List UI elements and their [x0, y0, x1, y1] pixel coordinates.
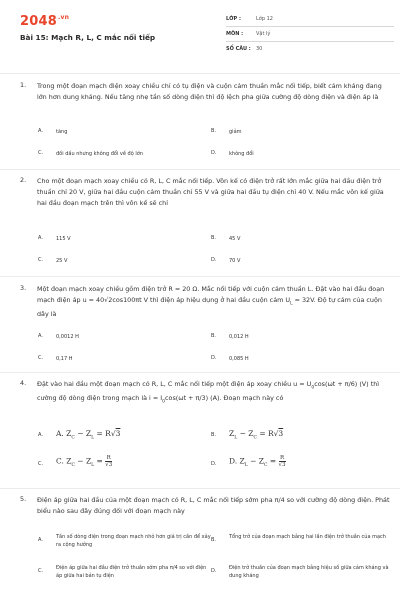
meta-class-key: LỚP :	[226, 16, 241, 22]
header-divider	[0, 73, 400, 74]
option-letter: C.	[38, 461, 44, 467]
question-number: 1.	[20, 81, 27, 89]
option-text: tăng	[56, 129, 68, 135]
option-letter: D.	[211, 568, 217, 574]
question-5	[20, 495, 388, 595]
option-formula: A. $Z_C - Z_L = R√3$	[56, 429, 121, 441]
option-letter: C.	[38, 355, 44, 361]
option-letter: B.	[211, 537, 217, 543]
option-letter: A.	[38, 235, 43, 241]
question-divider	[0, 169, 400, 170]
option-text: Điện áp giữa hai đầu điện trở thuần sớm pha π/4 so với điện áp giữa hai bản tụ điện	[56, 565, 207, 579]
option-text: đối dấu nhưng không đổi về độ lớn	[56, 151, 143, 157]
question-text: Cho một đoạn mạch xoay chiều có R, L, C mắc nối tiếp. Vôn kế có điện trở rất lớn mắc giữa hai đầu điện trở thuần chỉ 20 V, giữa hai đầu cuộn cảm thuần chỉ 55 V và giữa hai đầu tụ điện chỉ 40 V. Nếu mắc vôn kế giữa hai đầu đoạn mạch trên thì vôn kế sẽ chỉ	[37, 177, 384, 207]
question-4	[20, 379, 388, 487]
option-text: 0,012 H	[229, 334, 249, 340]
option-letter: D.	[211, 257, 217, 263]
question-divider	[0, 276, 400, 277]
option-text: giảm	[229, 129, 242, 135]
option-letter: A.	[38, 537, 43, 543]
option-letter: A.	[38, 333, 43, 339]
logo-text: 2048	[20, 14, 57, 29]
question-text: Trong một đoạn mạch điện xoay chiều chỉ có tụ điện và cuộn cảm thuần mắc nối tiếp, biết cảm kháng đang lớn hơn dung kháng. Nếu tăng nhẹ tần số dòng điện thì độ lệch pha giữa cường độ dòng điện và điện áp là	[37, 82, 382, 101]
option-letter: A.	[38, 128, 43, 134]
option-formula: $Z_L - Z_C = R√3$	[229, 429, 284, 441]
option-letter: B.	[211, 432, 217, 438]
site-logo[interactable]	[20, 14, 69, 29]
question-number: 2.	[20, 176, 27, 184]
option-text: 115 V	[56, 236, 71, 242]
option-text: Điện trở thuần của đoạn mạch bằng hiệu số giữa cảm kháng và dung kháng	[229, 565, 389, 579]
option-text: Tổng trở của đoạn mạch bằng hai lần điện trở thuần của mạch	[229, 534, 386, 540]
meta-divider	[226, 26, 394, 27]
option-text: 45 V	[229, 236, 241, 242]
question-1	[20, 81, 388, 163]
option-letter: D.	[211, 461, 217, 467]
option-formula: C. $Z_C - Z_L$ = $\frac{R}{√3}$	[56, 455, 113, 468]
question-text: Điện áp giữa hai đầu của một đoạn mạch có R, L, C mắc nối tiếp sớm pha π/4 so với cường độ dòng điện. Phát biểu nào sau đây đúng đối với đoạn mạch này	[37, 496, 390, 515]
question-divider	[0, 488, 400, 489]
meta-count-key: SỐ CÂU :	[226, 46, 251, 52]
option-letter: A.	[38, 432, 43, 438]
meta-subject-value: Vật lý	[256, 31, 271, 37]
option-letter: B.	[211, 333, 217, 339]
option-text: Tần số dòng điện trong đoạn mạch nhỏ hơn giá trị cần để xảy ra cộng hưởng	[56, 534, 211, 548]
option-text: 0,085 H	[229, 356, 249, 362]
question-3	[20, 284, 388, 368]
option-letter: B.	[211, 235, 217, 241]
option-letter: C.	[38, 257, 44, 263]
option-text: 0,0012 H	[56, 334, 79, 340]
lesson-title: Bài 15: Mạch R, L, C mắc nối tiếp	[20, 33, 156, 42]
question-text: Đặt vào hai đầu một đoạn mạch có R, L, C mắc nối tiếp một điện áp xoay chiều $u = U_0\cos(\omega t + \pi/6)$ (V) thì cường độ dòng điện trong mạch là $i = I_0\cos(\omega t + \pi/3)$ (A). Đoạn mạch này có	[37, 380, 380, 405]
logo-suffix: .vn	[57, 14, 70, 21]
option-letter: C.	[38, 568, 44, 574]
question-divider	[0, 372, 400, 373]
meta-subject-key: MÔN :	[226, 31, 244, 37]
option-text: 0,17 H	[56, 356, 73, 362]
option-letter: B.	[211, 128, 217, 134]
question-2	[20, 176, 388, 272]
question-number: 3.	[20, 284, 27, 292]
meta-divider	[226, 41, 394, 42]
option-text: không đổi	[229, 151, 254, 157]
question-number: 5.	[20, 495, 27, 503]
option-text: 25 V	[56, 258, 68, 264]
meta-class-value: Lớp 12	[256, 16, 273, 22]
option-text: 70 V	[229, 258, 241, 264]
option-letter: D.	[211, 150, 217, 156]
option-letter: C.	[38, 150, 44, 156]
meta-count-value: 30	[256, 46, 263, 52]
option-letter: D.	[211, 355, 217, 361]
question-number: 4.	[20, 379, 27, 387]
option-formula: D. $Z_L - Z_C$ = $\frac{R}{√3}$	[229, 455, 286, 468]
question-text: Một đoạn mạch xoay chiều gồm điện trở R = 20 Ω. Mắc nối tiếp với cuộn cảm thuần L. Đặt vào hai đầu đoạn mạch điện áp u = 40√2cos100πt V thì điện áp hiệu dụng ở hai đầu cuộn cảm $U_L = 32V$. Độ tự cảm của cuộn dây là	[37, 285, 385, 319]
page-header	[0, 0, 400, 66]
